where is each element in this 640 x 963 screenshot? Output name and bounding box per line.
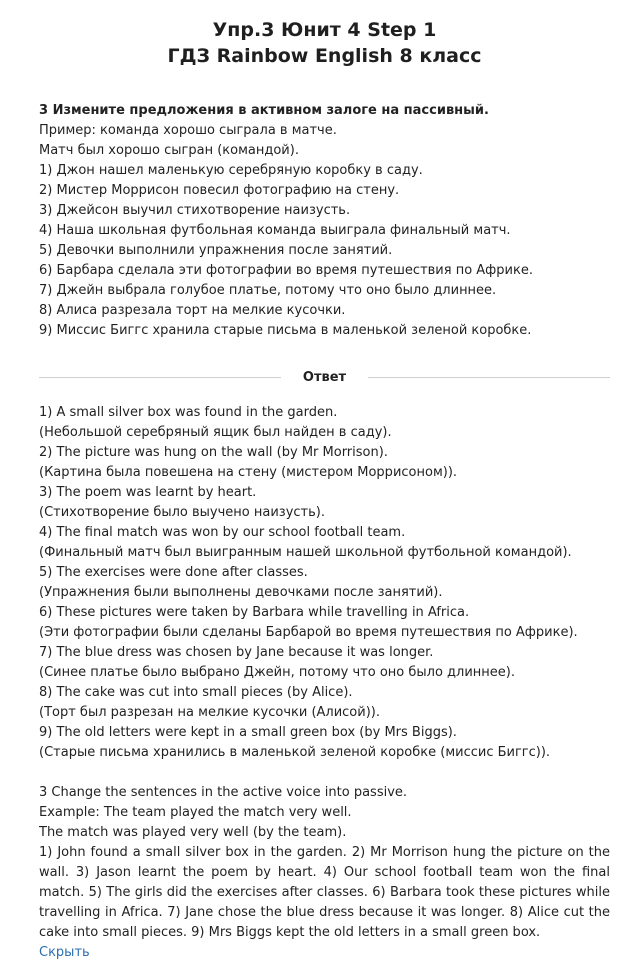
answer-line: (Синее платье было выбрано Джейн, потому что оно было длиннее). <box>39 665 515 680</box>
task-example: Пример: команда хорошо сыграла в матче. <box>39 123 337 138</box>
answer-line: 8) The cake was cut into small pieces (by Alice). <box>39 685 353 700</box>
task-sentence: 6) Барбара сделала эти фотографии во время путешествия по Африке. <box>39 263 533 278</box>
title-line-2: ГДЗ Rainbow English 8 класс <box>167 45 482 67</box>
answer-line: 5) The exercises were done after classes. <box>39 565 308 580</box>
answer-line: (Стихотворение было выучено наизусть). <box>39 505 325 520</box>
answer-line: (Картина была повешена на стену (мистером Моррисоном)). <box>39 465 458 480</box>
answer-label: Ответ <box>302 369 347 385</box>
answer-line: (Небольшой серебряный ящик был найден в саду). <box>39 425 392 440</box>
english-task-example-answer: The match was played very well (by the team). <box>39 825 347 840</box>
task-sentence: 5) Девочки выполнили упражнения после занятий. <box>39 243 393 258</box>
task-example-answer: Матч был хорошо сыгран (командой). <box>39 143 299 158</box>
answer-line: 9) The old letters were kept in a small green box (by Mrs Biggs). <box>39 725 457 740</box>
task-sentence: 1) Джон нашел маленькую серебряную коробку в саду. <box>39 163 423 178</box>
answer-line: (Эти фотографии были сделаны Барбарой во время путешествия по Африке). <box>39 625 578 640</box>
answer-line: (Старые письма хранились в маленькой зеленой коробке (миссис Биггс)). <box>39 745 551 760</box>
task-heading: 3 Измените предложения в активном залоге на пассивный. <box>39 103 489 118</box>
divider-rule-left <box>39 377 281 378</box>
answer-line: (Упражнения были выполнены девочками после занятий). <box>39 585 443 600</box>
answer-divider <box>39 367 610 387</box>
answer-line: 6) These pictures were taken by Barbara while travelling in Africa. <box>39 605 470 620</box>
task-sentence: 9) Миссис Биггс хранила старые письма в маленькой зеленой коробке. <box>39 323 532 338</box>
task-sentence: 2) Мистер Моррисон повесил фотографию на стену. <box>39 183 400 198</box>
english-task-example: Example: The team played the match very well. <box>39 805 352 820</box>
answer-line: (Торт был разрезан на мелкие кусочки (Алисой)). <box>39 705 380 720</box>
answer-line: 1) A small silver box was found in the garden. <box>39 405 338 420</box>
task-sentence: 8) Алиса разрезала торт на мелкие кусочки. <box>39 303 346 318</box>
answer-line: (Финальный матч был выигранным нашей школьной футбольной командой). <box>39 545 572 560</box>
task-sentence: 4) Наша школьная футбольная команда выиграла финальный матч. <box>39 223 511 238</box>
answer-block <box>39 403 610 963</box>
title-line-1: Упр.3 Юнит 4 Step 1 <box>212 19 437 41</box>
task-sentence: 7) Джейн выбрала голубое платье, потому что оно было длиннее. <box>39 283 497 298</box>
english-task-heading: 3 Change the sentences in the active voice into passive. <box>39 785 408 800</box>
answer-line: 2) The picture was hung on the wall (by Mr Morrison). <box>39 445 388 460</box>
hide-link[interactable]: Скрыть <box>39 945 90 960</box>
divider-rule-right <box>368 377 610 378</box>
page-title <box>39 0 610 69</box>
answer-line: 3) The poem was learnt by heart. <box>39 485 257 500</box>
english-task-sentences: 1) John found a small silver box in the garden. 2) Mr Morrison hung the picture on the wall. 3) Jason learnt the poem by heart. 4) Our school football team won the final match. 5) The girls did the exercises after classes. 6) Barbara took these pictures while travelling in Africa. 7) Jane chose the blue dress because it was longer. 8) Alice cut the cake into small pieces. 9) Mrs Biggs kept the old letters in a small green box. <box>39 845 610 940</box>
task-sentence: 3) Джейсон выучил стихотворение наизусть. <box>39 203 351 218</box>
answer-line: 7) The blue dress was chosen by Jane because it was longer. <box>39 645 434 660</box>
answer-line: 4) The final match was won by our school football team. <box>39 525 406 540</box>
task-russian <box>39 101 610 341</box>
spacer <box>39 763 610 783</box>
